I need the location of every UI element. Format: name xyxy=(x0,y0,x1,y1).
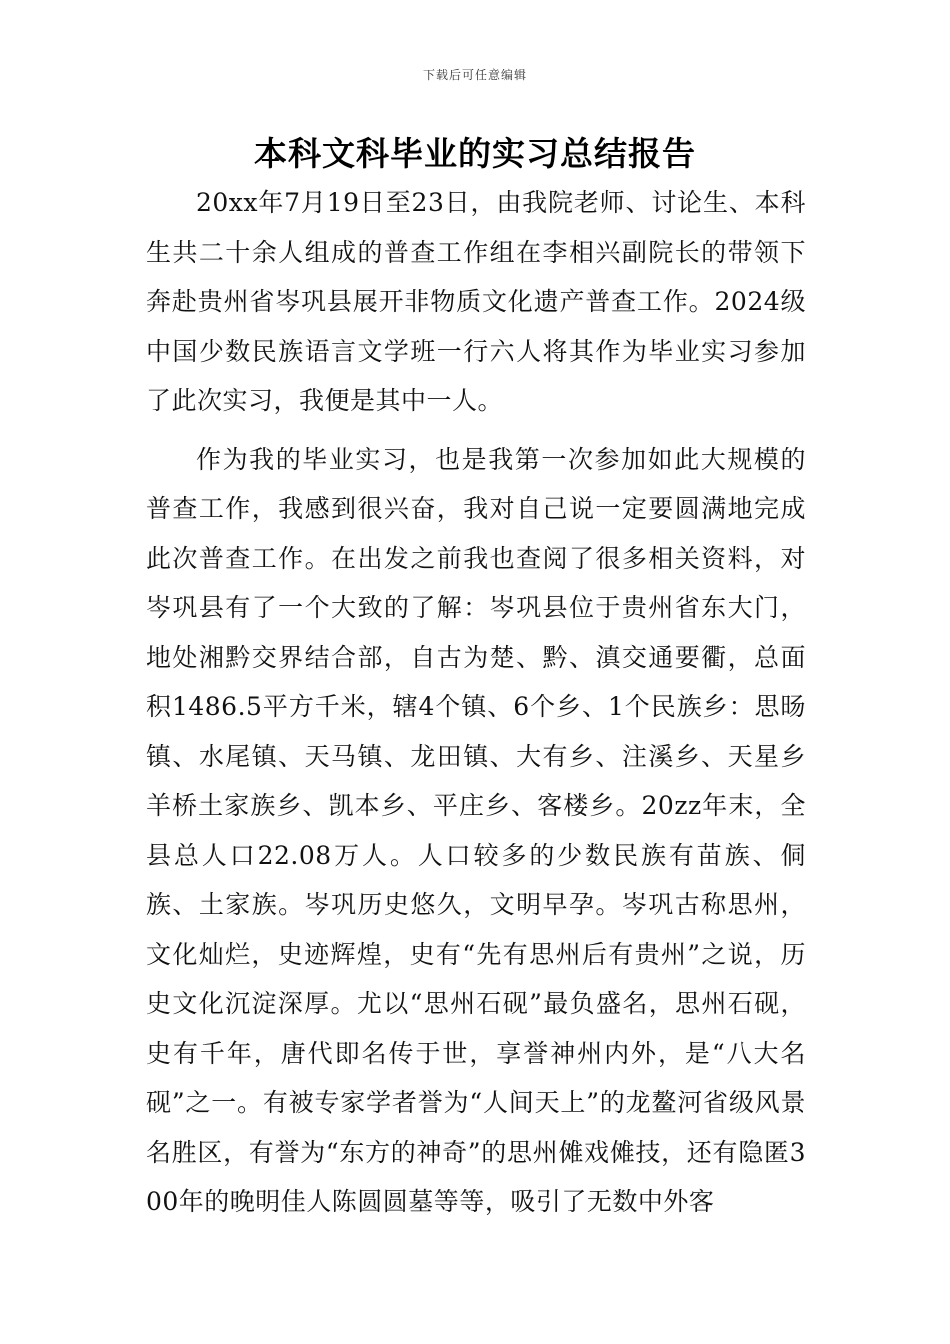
body-paragraph-2: 作为我的毕业实习，也是我第一次参加如此大规模的普查工作，我感到很兴奋，我对自己说一定要圆满地完成此次普查工作。在出发之前我也查阅了很多相关资料，对岑巩县有了一个大致的了解：岑巩县位于贵州省东大门，地处湘黔交界结合部，自古为楚、黔、滇交通要衢，总面积1486.5平方千米，辖4个镇、6个乡、1个民族乡：思旸镇、水尾镇、天马镇、龙田镇、大有乡、注溪乡、天星乡羊桥土家族乡、凯本乡、平庄乡、客楼乡。20zz年末，全县总人口22.08万人。人口较多的少数民族有苗族、侗族、土家族。岑巩历史悠久，文明早孕。岑巩古称思州，文化灿烂，史迹辉煌，史有“先有思州后有贵州”之说，历史文化沉淀深厚。尤以“思州石砚”最负盛名，思州石砚，史有千年，唐代即名传于世，享誉神州内外，是“八大名砚”之一。有被专家学者誉为“人间天上”的龙鳌河省级风景名胜区，有誉为“东方的神奇”的思州傩戏傩技，还有隐匿300年的晚明佳人陈圆圆墓等等，吸引了无数中外客 xyxy=(146,444,806,1216)
header-note: 下载后可任意编辑 xyxy=(422,68,527,82)
document-title: 本科文科毕业的实习总结报告 xyxy=(254,134,696,173)
body-paragraph-1: 20xx年7月19日至23日，由我院老师、讨论生、本科生共二十余人组成的普查工作组在李相兴副院长的带领下奔赴贵州省岑巩县展开非物质文化遗产普查工作。2024级中国少数民族语言文学班一行六人将其作为毕业实习参加了此次实习，我便是其中一人。 xyxy=(146,188,806,415)
document-body xyxy=(146,178,806,1236)
